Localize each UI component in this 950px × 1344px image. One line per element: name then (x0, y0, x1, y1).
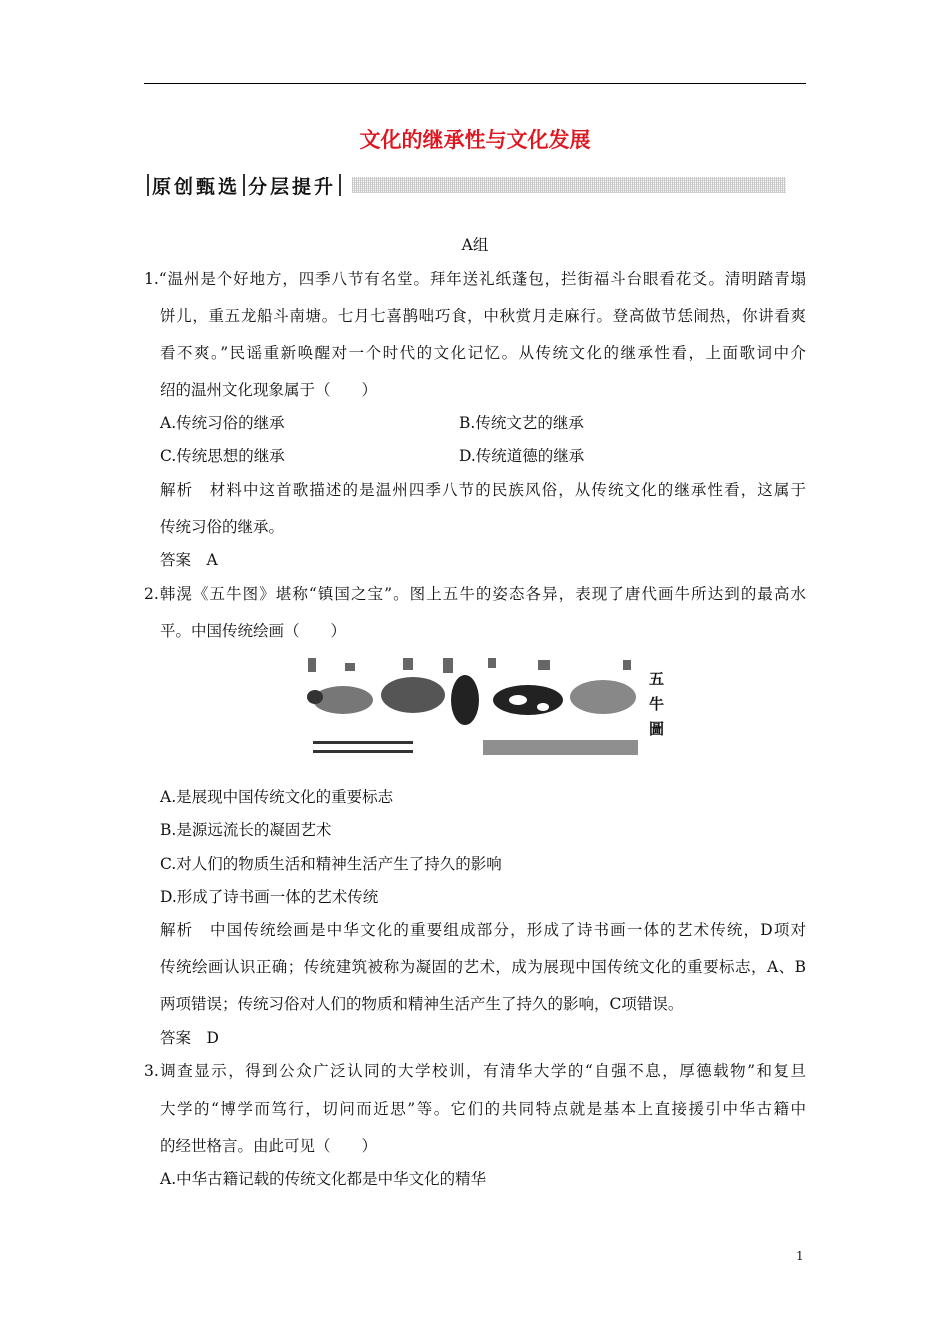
q2-option-b: B.是源远流长的凝固艺术 (160, 821, 332, 839)
q2-analysis: 传统绘画认识正确；传统建筑被称为凝固的艺术，成为展现中国传统文化的重要标志，A、B (160, 958, 806, 976)
group-heading: A组 (461, 236, 489, 254)
q2-line: 平。中国传统绘画（ ） (160, 622, 347, 640)
q1-option-a: A.传统习俗的继承 (160, 414, 285, 432)
q1-answer: 答案 A (160, 551, 218, 569)
q3-line: 的经世格言。由此可见（ ） (160, 1137, 378, 1155)
q3-line: 3.调查显示，得到公众广泛认同的大学校训，有清华大学的“自强不息，厚德载物”和复旦 (144, 1062, 806, 1080)
five-oxen-painting (303, 655, 663, 758)
q2-answer: 答案 D (160, 1029, 219, 1047)
q1-analysis: 解析 材料中这首歌描述的是温州四季八节的民族风俗，从传统文化的继承性看，这属于 (160, 481, 806, 499)
banner-pattern (352, 177, 786, 193)
q1-line: 1.“温州是个好地方，四季八节有名堂。拜年送礼纸蓬包，拦街福斗台眼看花爻。清明踏青塌 (144, 270, 806, 288)
section-banner (144, 172, 786, 198)
document-title: 文化的继承性与文化发展 (359, 128, 591, 152)
q1-line: 绍的温州文化现象属于（ ） (160, 381, 378, 399)
q1-option-d: D.传统道德的继承 (459, 447, 585, 465)
page-number: 1 (796, 1249, 804, 1263)
q2-analysis: 两项错误；传统习俗对人们的物质和精神生活产生了持久的影响，C项错误。 (160, 995, 684, 1013)
q1-line: 看不爽。”民谣重新唤醒对一个时代的文化记忆。从传统文化的继承性看，上面歌词中介 (160, 344, 806, 362)
painting-caption: 五牛圖 (647, 670, 665, 746)
q3-option-a: A.中华古籍记载的传统文化都是中华文化的精华 (160, 1170, 487, 1188)
header-rule (144, 83, 806, 84)
q3-line: 大学的“博学而笃行，切问而近思”等。它们的共同特点就是基本上直接援引中华古籍中 (160, 1100, 806, 1118)
q1-option-b: B.传统文艺的继承 (459, 414, 584, 432)
q1-line: 饼儿，重五龙船斗南塘。七月七喜鹊咄巧食，中秋赏月走麻行。登高做节恁闹热，你讲看爽 (160, 307, 806, 325)
banner-part-2: 分层提升 (248, 175, 337, 198)
q1-analysis: 传统习俗的继承。 (160, 518, 285, 536)
q2-option-c: C.对人们的物质生活和精神生活产生了持久的影响 (160, 855, 502, 873)
q2-option-a: A.是展现中国传统文化的重要标志 (160, 788, 394, 806)
q2-option-d: D.形成了诗书画一体的艺术传统 (160, 888, 379, 906)
q2-line: 2.韩滉《五牛图》堪称“镇国之宝”。图上五牛的姿态各异，表现了唐代画牛所达到的最高水 (144, 585, 806, 603)
banner-part-1: 原创甄选 (152, 175, 241, 198)
q2-analysis: 解析 中国传统绘画是中华文化的重要组成部分，形成了诗书画一体的艺术传统，D项对 (160, 921, 806, 939)
q1-option-c: C.传统思想的继承 (160, 447, 285, 465)
